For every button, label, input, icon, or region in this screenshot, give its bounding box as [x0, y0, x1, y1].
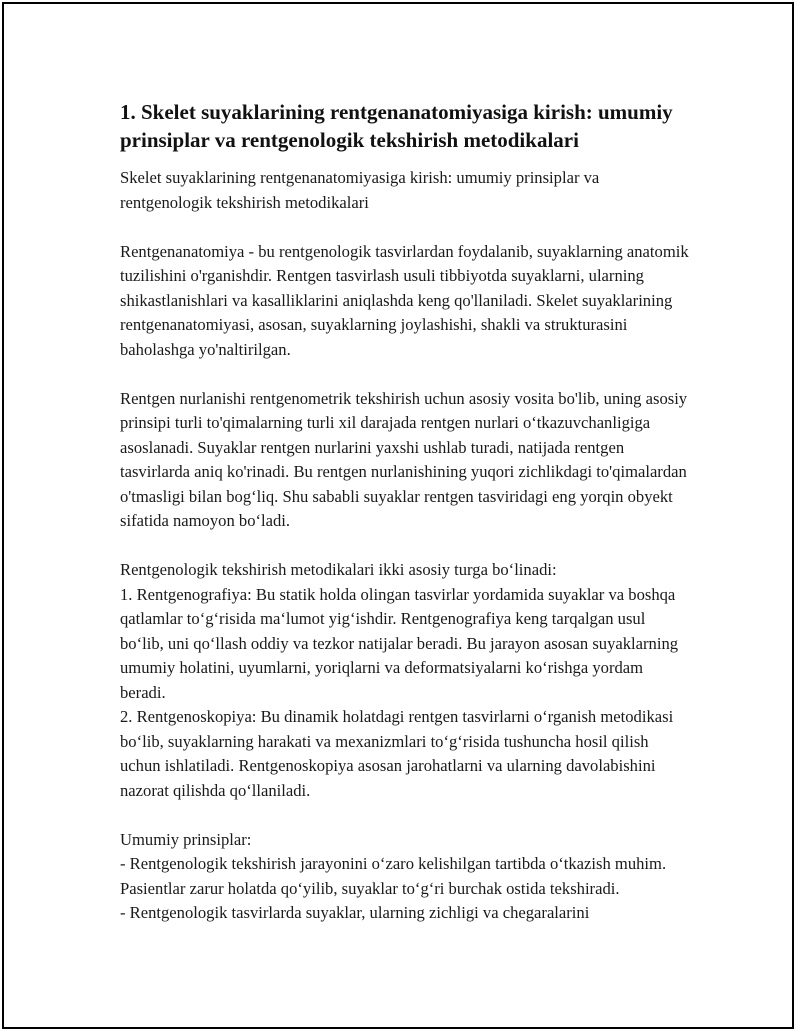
method-rentgenoskopiya: 2. Rentgenoskopiya: Bu dinamik holatdagi rentgen tasvirlarni o‘rganish metodikasi bo‘lib, suyaklarning harakati va mexanizmlari to‘g‘risida tushuncha hosil qilish uchun ishlatiladi. Rentgenoskopiya asosan jarohatlarni va ularning davolabishini nazorat qilishda qo‘llaniladi. — [120, 707, 674, 800]
paragraph-spacer — [120, 534, 690, 559]
methods-intro: Rentgenologik tekshirish metodikalari ikki asosiy turga bo‘linadi: — [120, 560, 557, 579]
document-subtitle: Skelet suyaklarining rentgenanatomiyasiga kirish: umumiy prinsiplar va rentgenologik tekshirish metodikalari — [120, 168, 600, 212]
document-content — [120, 98, 690, 926]
paragraph-rentgenanatomiya: Rentgenanatomiya - bu rentgenologik tasvirlardan foydalanib, suyaklarning anatomik tuzilishini o'rganishdir. Rentgen tasvirlash usuli tibbiyotda suyaklarni, ularning shikastlanishlari va kasalliklarini aniqlashda keng qo'llaniladi. Skelet suyaklarining rentgenanatomiyasi, asosan, suyaklarning joylashishi, shakli va strukturasini baholashga yo'naltirilgan. — [120, 241, 689, 359]
principles-heading: Umumiy prinsiplar: — [120, 829, 252, 849]
principle-item: - Rentgenologik tasvirlarda suyaklar, ularning zichligi va chegaralarini — [120, 903, 590, 922]
method-rentgenografiya: 1. Rentgenografiya: Bu statik holda olingan tasvirlar yordamida suyaklar va boshqa qatlamlar to‘g‘risida ma‘lumot yig‘ishdir. Rentgenografiya keng tarqalgan usul bo‘lib, uni qo‘llash oddiy va tezkor natijalar beradi. Bu jarayon asosan suyaklarning umumiy holatini, uyumlarni, yoriqlarni va deformatsiyalarni ko‘rishga yordam beradi. — [120, 584, 679, 702]
document-page — [2, 2, 794, 1029]
paragraph-spacer — [120, 215, 690, 240]
document-title: 1. Skelet suyaklarining rentgenanatomiyasiga kirish: umumiy prinsiplar va rentgenologik tekshirish metodikalari — [120, 100, 673, 152]
principle-item: - Rentgenologik tekshirish jarayonini o‘zaro kelishilgan tartibda o‘tkazish muhim. Pasientlar zarur holatda qo‘yilib, suyaklar to‘g‘ri burchak ostida tekshiradi. — [120, 854, 667, 898]
paragraph-spacer — [120, 362, 690, 387]
paragraph-rentgen-nurlanishi: Rentgen nurlanishi rentgenometrik tekshirish uchun asosiy vosita bo'lib, uning asosiy prinsipi turli to'qimalarning turli xil darajada rentgen nurlari o‘tkazuvchanligiga asoslanadi. Suyaklar rentgen nurlarini yaxshi ushlab turadi, natijada rentgen tasvirlarda aniq ko'rinadi. Bu rentgen nurlanishining yuqori zichlikdagi to'qimalardan o'tmasligi bilan bog‘liq. Shu sababli suyaklar rentgen tasviridagi eng yorqin obyekt sifatida namoyon bo‘ladi. — [120, 388, 688, 530]
paragraph-spacer — [120, 803, 690, 828]
